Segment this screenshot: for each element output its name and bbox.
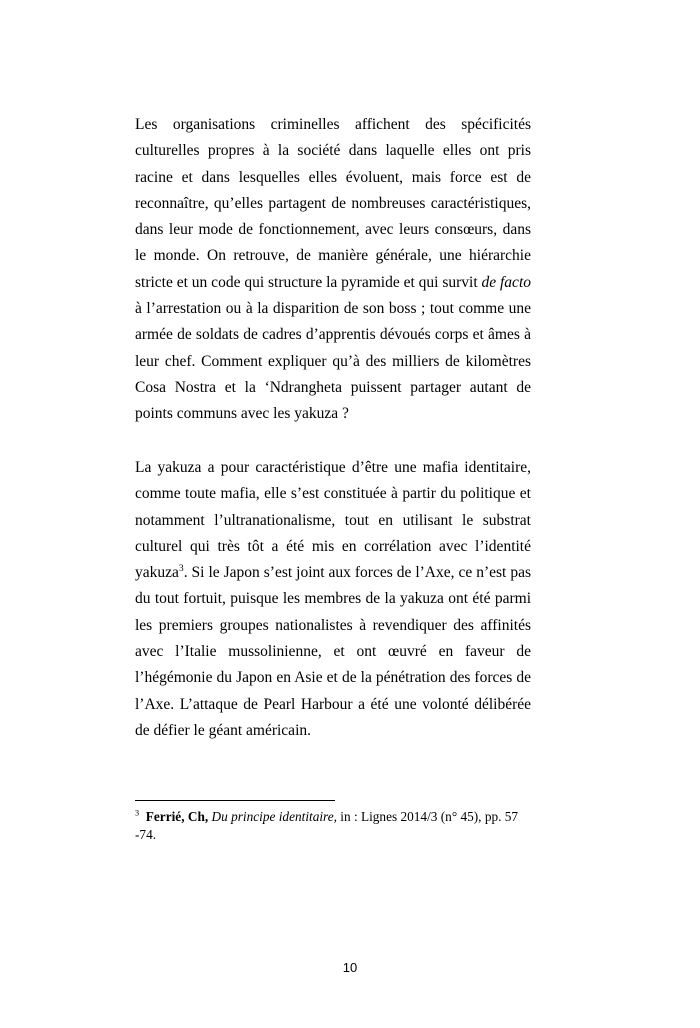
body-paragraph-2 — [135, 455, 531, 744]
page-number: 10 — [342, 960, 358, 975]
footnote-number: 3 — [135, 808, 140, 818]
paragraph-1-italic-term: de facto — [481, 273, 531, 291]
footnote-author: Ferrié, Ch, — [145, 809, 209, 824]
paragraph-1-text-start: Les organisations criminelles affichent des spécificités culturelles propres à la société dans laquelle elles ont pris racine et dans lesquelles elles évoluent, mais force est de reconnaître, qu’elles partagent de nombreuses caractéristiques, dans leur mode de fonctionnement, avec leurs consœurs, dans le monde. On retrouve, de manière générale, une hiérarchie stricte et un code qui structure la pyramide et qui survit — [135, 116, 531, 291]
footnote-separator — [135, 800, 335, 801]
footnote-citation: in : Lignes 2014/3 (n° 45), pp. 57 -74. — [135, 809, 519, 843]
paragraph-2-text-end: . Si le Japon s’est joint aux forces de l’Axe, ce n’est pas du tout fortuit, puisque les membres de la yakuza ont été parmi les premiers groupes nationalistes à revendiquer des affinités avec l’Italie mussolinienne, et ont œuvré en faveur de l’hégémonie du Japon en Asie et de la pénétration des forces de l’Axe. L’attaque de Pearl Harbour a été une volonté délibérée de défier le géant américain. — [135, 564, 531, 739]
paragraph-2-text-start: La yakuza a pour caractéristique d’être une mafia identitaire, comme toute mafia, elle s’est constituée à partir du politique et notamment l’ultranationalisme, tout en utilisant le substrat culturel qui très tôt a été mis en corrélation avec l’identité yakuza — [135, 459, 531, 582]
body-paragraph-1 — [135, 112, 531, 428]
paragraph-1-text-end: à l’arrestation ou à la disparition de son boss ; tout comme une armée de soldats de cadres d’apprentis dévoués corps et âmes à leur chef. Comment expliquer qu’à des milliers de kilomètres Cosa Nostra et la ‘Ndrangheta puissent partager autant de points communs avec les yakuza ? — [135, 300, 531, 423]
footnote-reference[interactable]: 3 — [178, 563, 184, 575]
footnote — [135, 808, 531, 845]
footnote-title: Du principe identitaire, — [211, 809, 337, 824]
